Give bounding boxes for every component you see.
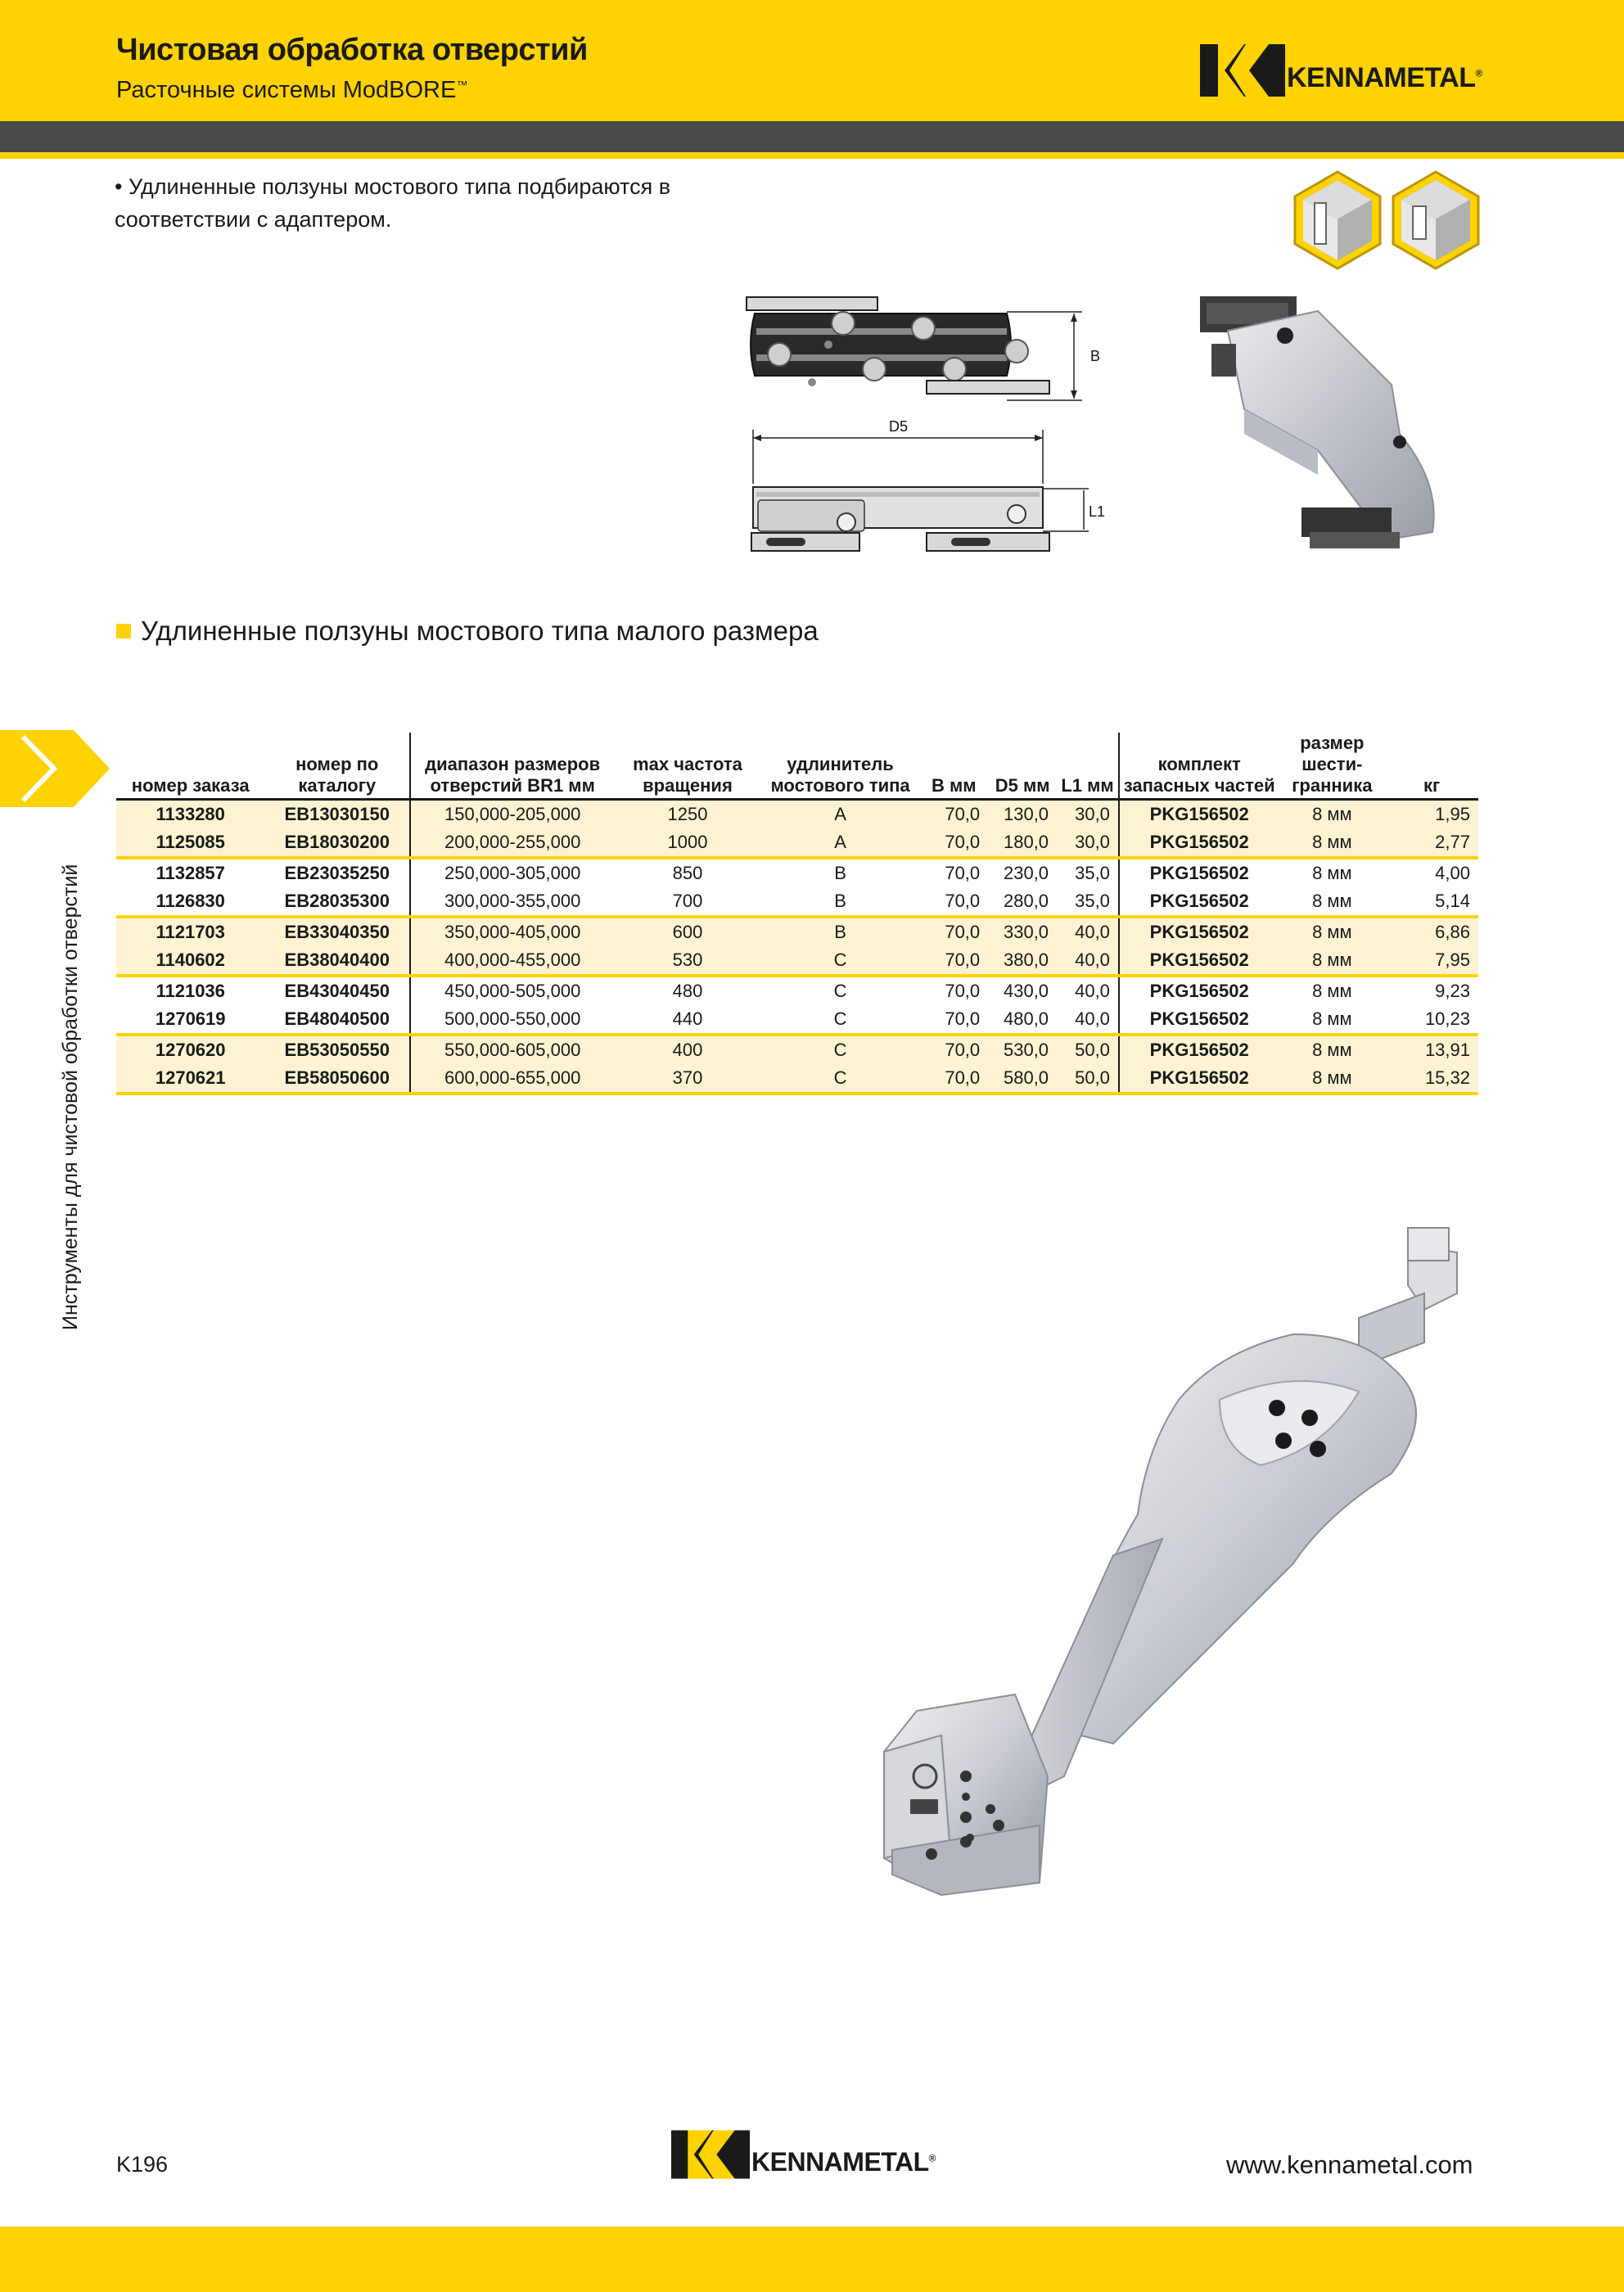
through-hole-icon — [1293, 170, 1382, 270]
cell-hex-size: 8 мм — [1279, 1064, 1385, 1094]
cell-bore-range: 150,000-205,000 — [410, 800, 614, 829]
technical-drawing — [737, 291, 1106, 573]
cell-spare-kit: PKG156502 — [1119, 828, 1279, 858]
cell-bridge-extension: C — [761, 946, 920, 976]
table-row — [116, 976, 1478, 1005]
table-row — [116, 828, 1478, 858]
cell-hex-size: 8 мм — [1312, 863, 1352, 883]
cell-catalog-number: EB33040350 — [264, 917, 410, 946]
section-square-icon — [116, 624, 131, 638]
cell-b: 70,0 — [919, 887, 988, 917]
cell-b: 70,0 — [945, 863, 981, 883]
cell-l1: 35,0 — [1057, 887, 1119, 917]
cell-l1: 50,0 — [1057, 1035, 1119, 1064]
cell-bore-range: 300,000-355,000 — [410, 887, 614, 917]
cell-weight: 6,86 — [1385, 917, 1478, 946]
cell-catalog-number: EB48040500 — [264, 1005, 410, 1035]
bullet-note: • Удлиненные ползуны мостового типа подбираются в соответствии с адаптером. — [115, 174, 671, 232]
cell-catalog-number: EB18030200 — [264, 828, 410, 858]
cell-bore-range: 450,000-505,000 — [410, 976, 614, 1005]
cell-order-number: 1270619 — [116, 1005, 264, 1035]
cell-catalog-number: EB38040400 — [264, 946, 410, 976]
footer-yellow-band — [0, 2227, 1624, 2292]
cell-spare-kit: PKG156502 — [1119, 1005, 1279, 1035]
cell-l1: 30,0 — [1057, 800, 1119, 829]
cell-hex-size: 8 мм — [1312, 981, 1352, 1001]
cell-weight: 13,91 — [1385, 1035, 1478, 1064]
cell-b: 70,0 — [945, 981, 981, 1001]
cell-spare-kit: PKG156502 — [1119, 887, 1279, 917]
col-header-b: B мм — [919, 733, 988, 800]
cell-max-rpm: 850 — [672, 863, 703, 883]
cell-weight: 5,14 — [1385, 887, 1478, 917]
kennametal-logo-mark-icon — [1200, 44, 1285, 97]
cell-catalog-number: EB53050550 — [264, 1035, 410, 1064]
cell-bore-range: 200,000-255,000 — [410, 828, 614, 858]
cell-b: 70,0 — [919, 1035, 988, 1064]
cell-order-number: 1270621 — [116, 1064, 264, 1094]
cell-hex-size: 8 мм — [1279, 1005, 1385, 1035]
cell-hex-size: 8 мм — [1279, 1035, 1385, 1064]
cell-spare-kit: PKG156502 — [1119, 976, 1279, 1005]
footer-logo-mark-icon — [671, 2130, 750, 2179]
side-label: Инструменты для чистовой обработки отверстий — [59, 864, 82, 1330]
cell-order-number: 1126830 — [116, 887, 264, 917]
cell-l1: 30,0 — [1057, 828, 1119, 858]
website-link[interactable]: www.kennametal.com — [1226, 2150, 1473, 2179]
cell-d5: 330,0 — [988, 917, 1057, 946]
cell-bore-range: 400,000-455,000 — [410, 946, 614, 976]
col-header-l1: L1 мм — [1057, 733, 1119, 800]
cell-d5: 230,0 — [1003, 863, 1049, 883]
cell-spare-kit: PKG156502 — [1119, 917, 1279, 946]
cell-b: 70,0 — [919, 828, 988, 858]
col-header-catalog-number: номер по каталогу — [264, 733, 410, 800]
cell-b: 70,0 — [919, 1005, 988, 1035]
cell-order-number: 1121036 — [156, 981, 225, 1001]
cell-weight: 4,00 — [1435, 863, 1470, 883]
col-header-hex-size: размер шести- гранника — [1279, 733, 1385, 800]
cell-bore-range: 500,000-550,000 — [410, 1005, 614, 1035]
cell-hex-size: 8 мм — [1279, 887, 1385, 917]
cell-l1: 40,0 — [1057, 1005, 1119, 1035]
cell-bridge-extension: C — [761, 1035, 920, 1064]
table-row — [116, 858, 1478, 887]
cell-d5: 480,0 — [988, 1005, 1057, 1035]
product-photo-large — [835, 1203, 1490, 1907]
section-title-text: Удлиненные ползуны мостового типа малого размера — [141, 616, 819, 646]
table-body — [116, 800, 1478, 1094]
cell-order-number: 1140602 — [116, 946, 264, 976]
col-header-weight: кг — [1385, 733, 1478, 800]
cell-max-rpm: 1000 — [614, 828, 761, 858]
dimension-l1-label: L1 — [1089, 503, 1106, 520]
trademark-mark: ™ — [456, 78, 468, 92]
cell-spare-kit: PKG156502 — [1119, 800, 1279, 829]
table-row — [116, 1064, 1478, 1094]
cell-spare-kit: PKG156502 — [1119, 946, 1279, 976]
cell-catalog-number: EB43040450 — [284, 981, 390, 1001]
col-header-order-number: номер заказа — [116, 733, 264, 800]
cell-l1: 40,0 — [1057, 946, 1119, 976]
cell-weight: 9,23 — [1435, 981, 1470, 1001]
dimension-d5-label: D5 — [889, 418, 909, 435]
cell-weight: 15,32 — [1385, 1064, 1478, 1094]
cell-bridge-extension: C — [761, 1005, 920, 1035]
page-header — [0, 0, 1624, 121]
cell-d5: 430,0 — [1003, 981, 1049, 1001]
cell-max-rpm: 1250 — [614, 800, 761, 829]
footer-logo — [671, 2130, 936, 2179]
cell-spare-kit: PKG156502 — [1119, 1035, 1279, 1064]
cell-order-number: 1133280 — [116, 800, 264, 829]
cell-b: 70,0 — [919, 917, 988, 946]
cell-catalog-number: EB58050600 — [264, 1064, 410, 1094]
spec-table — [116, 733, 1478, 1095]
header-logo — [1200, 44, 1482, 97]
side-tab-arrow-icon — [0, 730, 110, 807]
cell-order-number: 1132857 — [156, 863, 225, 883]
page-title: Чистовая обработка отверстий — [116, 33, 588, 67]
cell-bridge-extension: B — [761, 887, 920, 917]
table-row — [116, 1035, 1478, 1064]
dimension-b-label: B — [1090, 348, 1101, 364]
cell-max-rpm: 530 — [614, 946, 761, 976]
col-header-max-rpm: max частота вращения — [614, 733, 761, 800]
cell-b: 70,0 — [919, 946, 988, 976]
cell-d5: 130,0 — [988, 800, 1057, 829]
footer-brand-name: KENNAMETAL — [751, 2146, 929, 2177]
header-logo-text — [1287, 62, 1482, 94]
section-title — [116, 616, 819, 647]
cell-weight: 7,95 — [1385, 946, 1478, 976]
cell-hex-size: 8 мм — [1279, 800, 1385, 829]
cell-order-number: 1270620 — [116, 1035, 264, 1064]
cell-max-rpm: 370 — [614, 1064, 761, 1094]
table-row — [116, 946, 1478, 976]
col-header-bridge-extension: удлинитель мостового типа — [761, 733, 920, 800]
cell-max-rpm: 400 — [614, 1035, 761, 1064]
cell-hex-size: 8 мм — [1279, 946, 1385, 976]
cell-spare-kit: PKG156502 — [1119, 858, 1279, 887]
page-number: K196 — [116, 2152, 169, 2177]
cell-hex-size: 8 мм — [1279, 917, 1385, 946]
cell-l1: 50,0 — [1057, 1064, 1119, 1094]
cell-bridge-extension: A — [761, 828, 920, 858]
cell-l1: 35,0 — [1075, 863, 1110, 883]
cell-l1: 40,0 — [1075, 981, 1110, 1001]
blind-hole-icon — [1392, 170, 1480, 270]
cell-bore-range: 350,000-405,000 — [410, 917, 614, 946]
cell-catalog-number: EB23035250 — [284, 863, 390, 883]
brand-mark: ® — [1475, 67, 1482, 79]
cell-hex-size: 8 мм — [1279, 828, 1385, 858]
cell-max-rpm: 600 — [614, 917, 761, 946]
table-row — [116, 917, 1478, 946]
cell-l1: 40,0 — [1057, 917, 1119, 946]
cell-order-number: 1125085 — [116, 828, 264, 858]
cell-d5: 380,0 — [988, 946, 1057, 976]
cell-weight: 1,95 — [1385, 800, 1478, 829]
table-header-row — [116, 733, 1478, 800]
cell-bridge-extension: C — [761, 1064, 920, 1094]
header-gray-band — [0, 121, 1624, 152]
brand-name: KENNAMETAL — [1287, 61, 1476, 93]
table-row — [116, 800, 1478, 829]
header-yellow-line — [0, 152, 1624, 159]
cell-b: 70,0 — [919, 800, 988, 829]
cell-max-rpm: 480 — [672, 981, 703, 1001]
cell-d5: 180,0 — [988, 828, 1057, 858]
cell-b: 70,0 — [919, 1064, 988, 1094]
cell-bridge-extension: B — [834, 863, 846, 883]
table-row — [116, 1005, 1478, 1035]
col-header-d5: D5 мм — [988, 733, 1057, 800]
subtitle-text: Расточные системы ModBORE — [116, 77, 457, 103]
cell-order-number: 1121703 — [116, 917, 264, 946]
cell-bore-range: 600,000-655,000 — [410, 1064, 614, 1094]
col-header-bore-range: диапазон размеров отверстий BR1 мм — [410, 733, 614, 800]
footer-logo-text — [751, 2147, 936, 2177]
cell-bore-range: 250,000-305,000 — [410, 858, 614, 887]
cell-bridge-extension: C — [833, 981, 847, 1001]
product-photo-small — [1195, 286, 1457, 581]
cell-catalog-number: EB13030150 — [264, 800, 410, 829]
cell-bridge-extension: A — [761, 800, 920, 829]
cell-d5: 280,0 — [988, 887, 1057, 917]
cell-d5: 580,0 — [988, 1064, 1057, 1094]
cell-max-rpm: 700 — [614, 887, 761, 917]
footer-brand-mark: ® — [928, 2151, 936, 2163]
cell-max-rpm: 440 — [614, 1005, 761, 1035]
col-header-spare-kit: комплект запасных частей — [1119, 733, 1279, 800]
cell-spare-kit: PKG156502 — [1119, 1064, 1279, 1094]
cell-d5: 530,0 — [988, 1035, 1057, 1064]
table-row — [116, 887, 1478, 917]
cell-weight: 2,77 — [1385, 828, 1478, 858]
cell-catalog-number: EB28035300 — [264, 887, 410, 917]
cell-weight: 10,23 — [1385, 1005, 1478, 1035]
cell-bore-range: 550,000-605,000 — [410, 1035, 614, 1064]
page-subtitle — [116, 77, 467, 104]
cell-bridge-extension: B — [761, 917, 920, 946]
